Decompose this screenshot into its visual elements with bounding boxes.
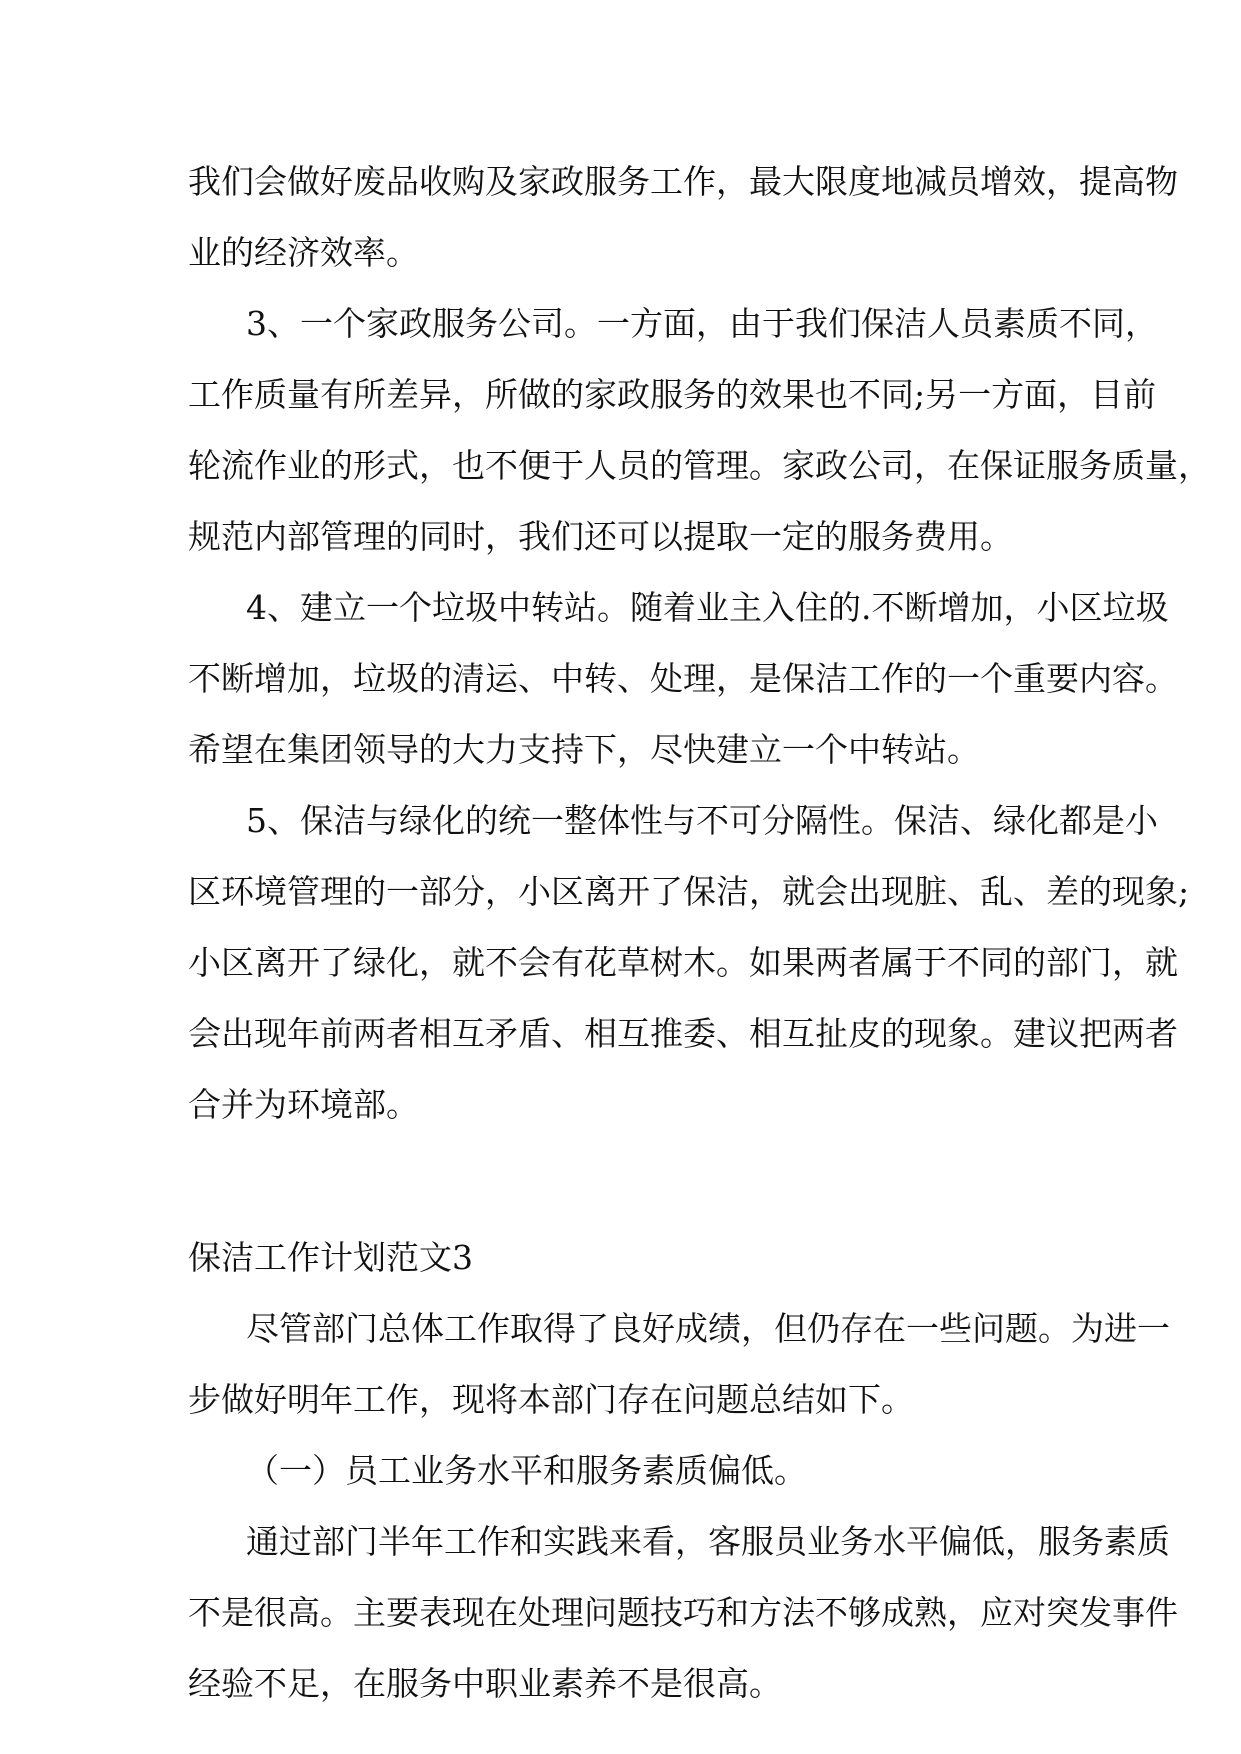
section-heading: 保洁工作计划范文3 (188, 1238, 473, 1277)
paragraph-7-line-2: 不是很高。主要表现在处理问题技巧和方法不够成熟，应对突发事件 (188, 1593, 1178, 1632)
paragraph-4-line-2: 区环境管理的一部分，小区离开了保洁，就会出现脏、乱、差的现象; (188, 872, 1190, 911)
paragraph-4-line-4: 会出现年前两者相互矛盾、相互推委、相互扯皮的现象。建议把两者 (188, 1014, 1178, 1053)
paragraph-7-line-3: 经验不足，在服务中职业素养不是很高。 (188, 1664, 782, 1703)
paragraph-7-line-1: 通过部门半年工作和实践来看，客服员业务水平偏低，服务素质 (246, 1522, 1170, 1561)
paragraph-6-line-1: （一）员工业务水平和服务素质偏低。 (246, 1451, 807, 1490)
paragraph-1-line-2: 业的经济效率。 (188, 233, 419, 272)
paragraph-2-line-1: 3、一个家政服务公司。一方面，由于我们保洁人员素质不同， (246, 304, 1158, 343)
paragraph-5-line-2: 步做好明年工作，现将本部门存在问题总结如下。 (188, 1380, 914, 1419)
paragraph-2-line-2: 工作质量有所差异，所做的家政服务的效果也不同;另一方面，目前 (188, 375, 1157, 414)
paragraph-1-line-1: 我们会做好废品收购及家政服务工作，最大限度地减员增效，提高物 (188, 162, 1178, 201)
paragraph-4-line-5: 合并为环境部。 (188, 1085, 419, 1124)
paragraph-3-line-2: 不断增加，垃圾的清运、中转、处理，是保洁工作的一个重要内容。 (188, 659, 1178, 698)
paragraph-3-line-1: 4、建立一个垃圾中转站。随着业主入住的.不断增加，小区垃圾 (246, 588, 1169, 627)
paragraph-2-line-4: 规范内部管理的同时，我们还可以提取一定的服务费用。 (188, 517, 1013, 556)
paragraph-3-line-3: 希望在集团领导的大力支持下，尽快建立一个中转站。 (188, 730, 980, 769)
paragraph-2-line-3: 轮流作业的形式，也不便于人员的管理。家政公司，在保证服务质量， (188, 446, 1211, 485)
paragraph-5-line-1: 尽管部门总体工作取得了良好成绩，但仍存在一些问题。为进一 (246, 1309, 1170, 1348)
paragraph-4-line-1: 5、保洁与绿化的统一整体性与不可分隔性。保洁、绿化都是小 (246, 801, 1158, 840)
paragraph-4-line-3: 小区离开了绿化，就不会有花草树木。如果两者属于不同的部门，就 (188, 943, 1178, 982)
